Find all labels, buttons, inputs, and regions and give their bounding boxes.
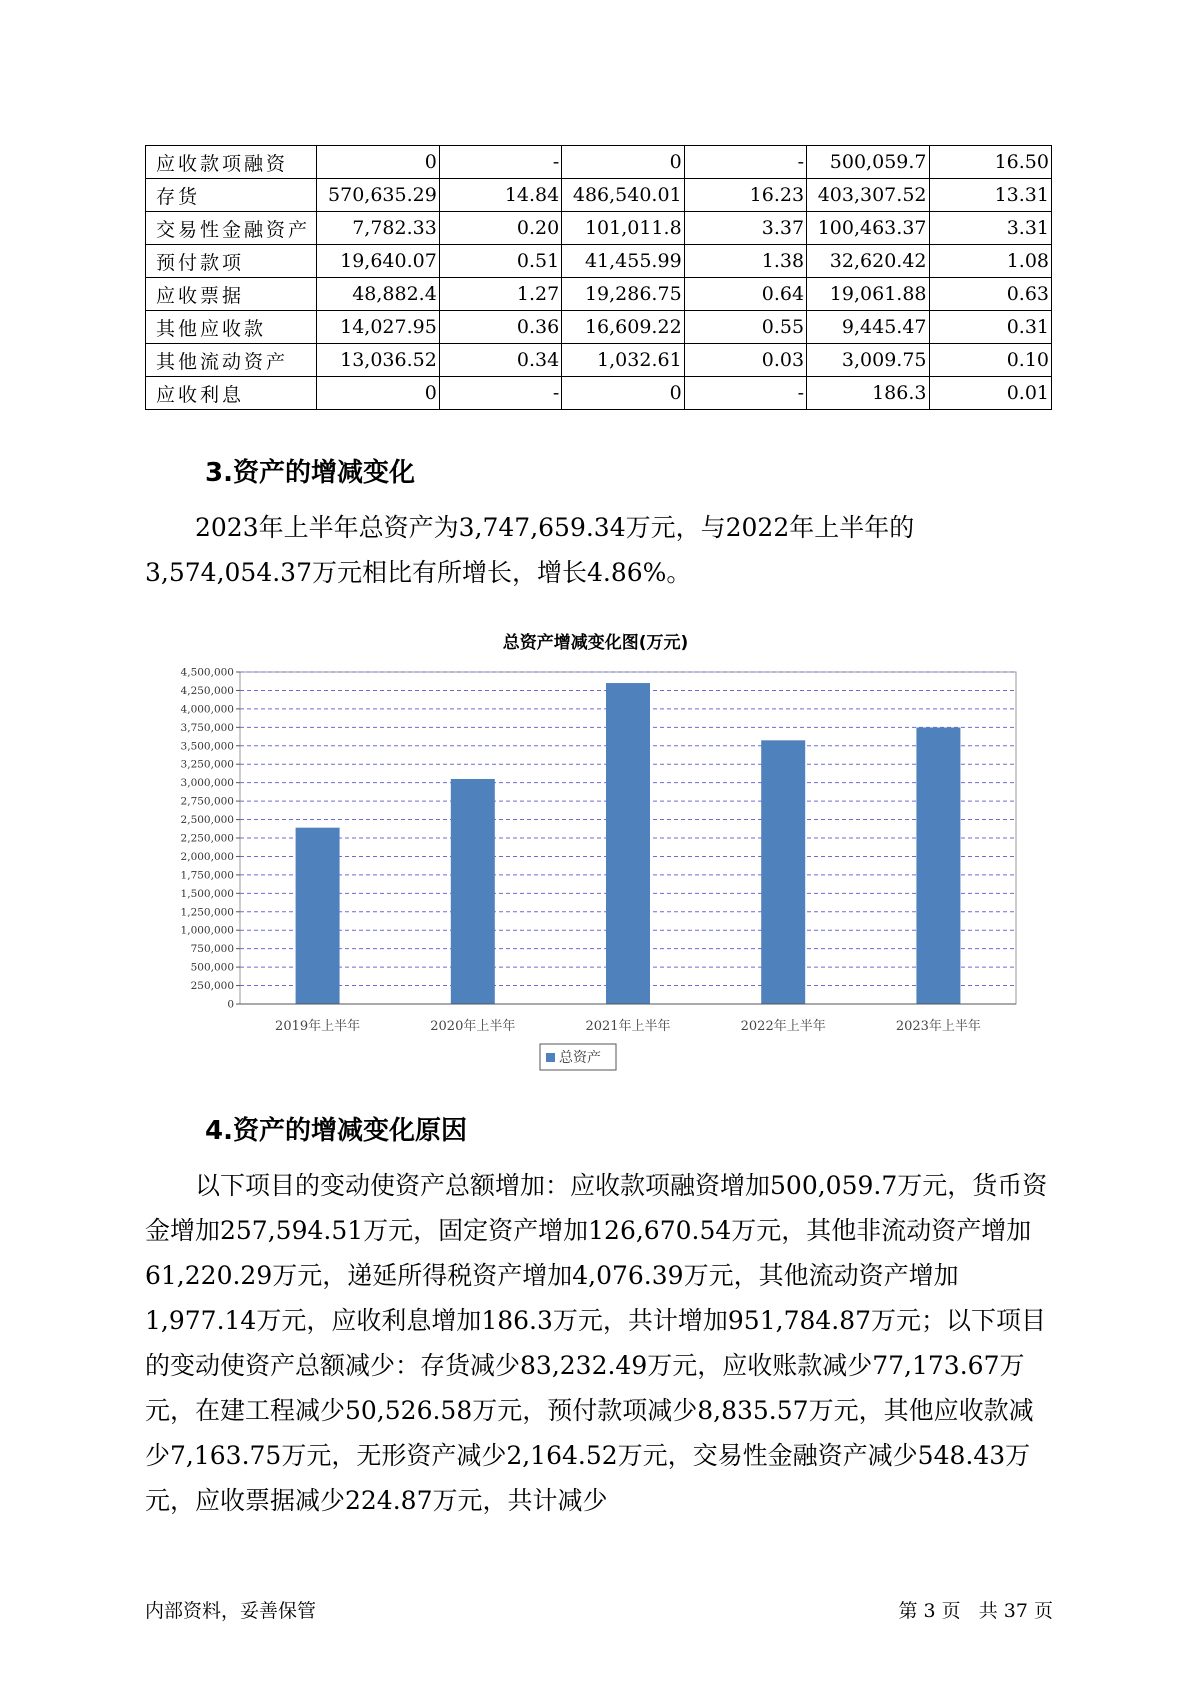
table-cell: 14,027.95: [317, 311, 439, 344]
row-label: 应收款项融资: [146, 146, 317, 179]
table-row: [146, 146, 1052, 179]
table-cell: 9,445.47: [807, 311, 929, 344]
table-cell: 0.10: [929, 344, 1052, 377]
table-cell: 0: [562, 146, 684, 179]
table-cell: 32,620.42: [807, 245, 929, 278]
section-4-text: 以下项目的变动使资产总额增加：应收款项融资增加500,059.7万元，货币资金增加257,594.51万元，固定资产增加126,670.54万元，其他非流动资产增加61,220.29万元，递延所得税资产增加4,076.39万元，其他流动资产增加1,977.14万元，应收利息增加186.3万元，共计增加951,784.87万元；以下项目的变动使资产总额减少：存货减少83,232.49万元，应收账款减少77,173.67万元，在建工程减少50,526.58万元，预付款项减少8,835.57万元，其他应收款减少7,163.75万元，无形资产减少2,164.52万元，交易性金融资产减少548.43万元，应收票据减少224.87万元，共计减少: [145, 1171, 1048, 1515]
table-cell: 0.03: [684, 344, 806, 377]
legend-swatch: [546, 1053, 555, 1062]
x-tick-label: 2022年上半年: [740, 1019, 826, 1034]
table-cell: 0.01: [929, 377, 1052, 410]
table-cell: -: [684, 146, 806, 179]
footer-confidential-note: 内部资料，妥善保管: [145, 1600, 317, 1622]
table-cell: 0.31: [929, 311, 1052, 344]
table-cell: 0: [562, 377, 684, 410]
y-tick-label: 750,000: [190, 943, 234, 956]
table-row: [146, 245, 1052, 278]
table-cell: 3.37: [684, 212, 806, 245]
y-tick-label: 250,000: [190, 980, 234, 993]
table-cell: 19,061.88: [807, 278, 929, 311]
table-cell: 403,307.52: [807, 179, 929, 212]
y-tick-label: 4,000,000: [180, 703, 234, 716]
table-cell: 0.63: [929, 278, 1052, 311]
y-tick-label: 2,750,000: [180, 795, 234, 808]
total-assets-bar-chart: [150, 660, 1020, 1080]
y-tick-label: 1,250,000: [180, 906, 234, 919]
table-row: [146, 311, 1052, 344]
row-label: 应收利息: [146, 377, 317, 410]
table-cell: 1.38: [684, 245, 806, 278]
table-cell: 486,540.01: [562, 179, 684, 212]
table-cell: 41,455.99: [562, 245, 684, 278]
bar: [296, 828, 340, 1004]
section-4-heading: 4.资产的增减变化原因: [205, 1116, 467, 1146]
y-tick-label: 1,500,000: [180, 887, 234, 900]
y-tick-label: 1,000,000: [180, 924, 234, 937]
table-row: [146, 212, 1052, 245]
table-cell: 0: [317, 377, 439, 410]
row-label: 预付款项: [146, 245, 317, 278]
table-row: [146, 278, 1052, 311]
row-label: 存货: [146, 179, 317, 212]
table-cell: 16,609.22: [562, 311, 684, 344]
table-cell: 0.20: [439, 212, 561, 245]
x-tick-label: 2020年上半年: [430, 1019, 516, 1034]
y-tick-label: 3,250,000: [180, 758, 234, 771]
y-tick-label: 4,500,000: [180, 666, 234, 679]
table-cell: 19,286.75: [562, 278, 684, 311]
table-cell: 16.50: [929, 146, 1052, 179]
section-3-paragraph: [145, 505, 1055, 595]
table-cell: 19,640.07: [317, 245, 439, 278]
row-label: 其他应收款: [146, 311, 317, 344]
y-tick-label: 2,250,000: [180, 832, 234, 845]
table-cell: -: [439, 377, 561, 410]
x-tick-label: 2021年上半年: [585, 1019, 671, 1034]
y-tick-label: 4,250,000: [180, 684, 234, 697]
table-cell: 100,463.37: [807, 212, 929, 245]
table-cell: -: [684, 377, 806, 410]
row-label: 交易性金融资产: [146, 212, 317, 245]
table-cell: 0: [317, 146, 439, 179]
y-tick-label: 2,000,000: [180, 850, 234, 863]
bar: [761, 740, 805, 1004]
y-tick-label: 0: [227, 998, 234, 1011]
table-cell: 13.31: [929, 179, 1052, 212]
table-row: [146, 179, 1052, 212]
table-cell: 3.31: [929, 212, 1052, 245]
table-cell: 570,635.29: [317, 179, 439, 212]
table-row: [146, 377, 1052, 410]
bar: [916, 728, 960, 1004]
section-3-text: 2023年上半年总资产为3,747,659.34万元，与2022年上半年的3,574,054.37万元相比有所增长，增长4.86%。: [145, 513, 915, 587]
y-tick-label: 500,000: [190, 961, 234, 974]
row-label: 其他流动资产: [146, 344, 317, 377]
table-cell: 0.51: [439, 245, 561, 278]
table-cell: 0.55: [684, 311, 806, 344]
row-label: 应收票据: [146, 278, 317, 311]
table-cell: 0.34: [439, 344, 561, 377]
table-cell: 186.3: [807, 377, 929, 410]
bar: [606, 683, 650, 1004]
table-cell: 13,036.52: [317, 344, 439, 377]
table-cell: 48,882.4: [317, 278, 439, 311]
table-cell: 0.36: [439, 311, 561, 344]
y-tick-label: 1,750,000: [180, 869, 234, 882]
table-cell: 1,032.61: [562, 344, 684, 377]
legend-label: 总资产: [559, 1050, 601, 1066]
bar: [451, 779, 495, 1004]
table-cell: 1.27: [439, 278, 561, 311]
section-4-paragraph: [145, 1163, 1055, 1523]
x-tick-label: 2023年上半年: [895, 1019, 981, 1034]
table-cell: 16.23: [684, 179, 806, 212]
table-cell: 101,011.8: [562, 212, 684, 245]
y-tick-label: 2,500,000: [180, 814, 234, 827]
section-3-heading: 3.资产的增减变化: [205, 458, 415, 488]
footer-page-number: 第 3 页 共 37 页: [898, 1600, 1053, 1622]
table-row: [146, 344, 1052, 377]
table-cell: 500,059.7: [807, 146, 929, 179]
x-tick-label: 2019年上半年: [275, 1019, 361, 1034]
table-cell: 1.08: [929, 245, 1052, 278]
y-tick-label: 3,500,000: [180, 740, 234, 753]
table-cell: 0.64: [684, 278, 806, 311]
y-tick-label: 3,000,000: [180, 777, 234, 790]
table-cell: 7,782.33: [317, 212, 439, 245]
y-tick-label: 3,750,000: [180, 721, 234, 734]
table-cell: -: [439, 146, 561, 179]
table-cell: 3,009.75: [807, 344, 929, 377]
asset-table: [145, 145, 1052, 410]
table-cell: 14.84: [439, 179, 561, 212]
chart-title: 总资产增减变化图(万元): [502, 633, 689, 653]
